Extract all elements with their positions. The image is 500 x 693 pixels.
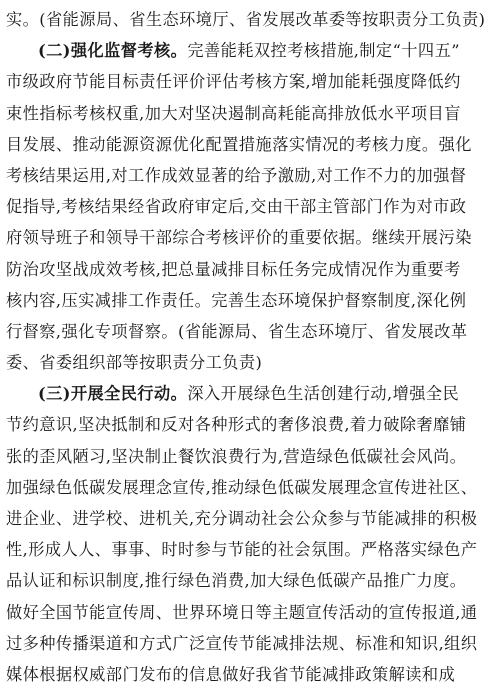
section-3-first-line (6, 378, 492, 409)
document-page (6, 4, 492, 690)
text-line: 目发展、推动能源资源优化配置措施落实情况的考核力度。强化 (6, 134, 472, 154)
section-2-text: 完善能耗双控考核措施,制定“十四五” (187, 41, 460, 61)
section-2-heading: (二)强化监督考核。 (38, 41, 188, 61)
text-line: 进企业、进学校、进机关,充分调动社会公众参与节能减排的积极 (6, 509, 478, 528)
section-3-text: 深入开展绿色生活创建行动,增强全民 (187, 384, 460, 404)
text-line: 委、省委组织部等按职责分工负责) (6, 353, 263, 373)
text-line: 媒体根据权威部门发布的信息做好我省节能减排政策解读和成 (6, 664, 456, 684)
text-line: 加强绿色低碳发展理念宣传,推动绿色低碳发展理念宣传进社区、 (6, 477, 478, 497)
text-line: 市级政府节能目标责任评价评估考核方案,增加能耗强度降低约 (6, 72, 461, 92)
text-line: 核内容,压实减排工作责任。完善生态环境保护督察制度,深化例 (6, 290, 467, 310)
text-line: 促指导,考核结果经省政府审定后,交由干部主管部门作为对市政 (6, 197, 467, 217)
text-line: 防治攻坚战成效考核,把总量减排目标任务完成情况作为重要考 (6, 259, 461, 279)
text-line: 性,形成人人、事事、时时参与节能的社会氛围。严格落实绿色产 (6, 540, 478, 560)
text-line: 节约意识,坚决抵制和反对各种形式的奢侈浪费,着力破除奢靡铺 (6, 415, 467, 435)
text-line: 过多种传播渠道和方式广泛宣传节能减排法规、标准和知识,组织 (6, 633, 478, 653)
text-line: 束性指标考核权重,加大对坚决遏制高耗能高排放低水平项目盲 (6, 103, 461, 123)
text-line: 品认证和标识制度,推行绿色消费,加大绿色低碳产品推广力度。 (6, 571, 467, 591)
section-3-heading: (三)开展全民行动。 (38, 384, 188, 404)
section-2-first-line (6, 35, 492, 66)
text-line: 张的歪风陋习,坚决制止餐饮浪费行为,营造绿色低碳社会风尚。 (6, 446, 467, 466)
text-line: 实。(省能源局、省生态环境厅、省发展改革委等按职责分工负责) (6, 10, 486, 29)
text-line: 府领导班子和领导干部综合考核评价的重要依据。继续开展污染 (6, 228, 472, 248)
text-line: 行督察,强化专项督察。(省能源局、省生态环境厅、省发展改革 (6, 321, 468, 341)
text-line: 考核结果运用,对工作成效显著的给予激励,对工作不力的加强督 (6, 165, 467, 185)
text-line: 做好全国节能宣传周、世界环境日等主题宣传活动的宣传报道,通 (6, 602, 478, 622)
